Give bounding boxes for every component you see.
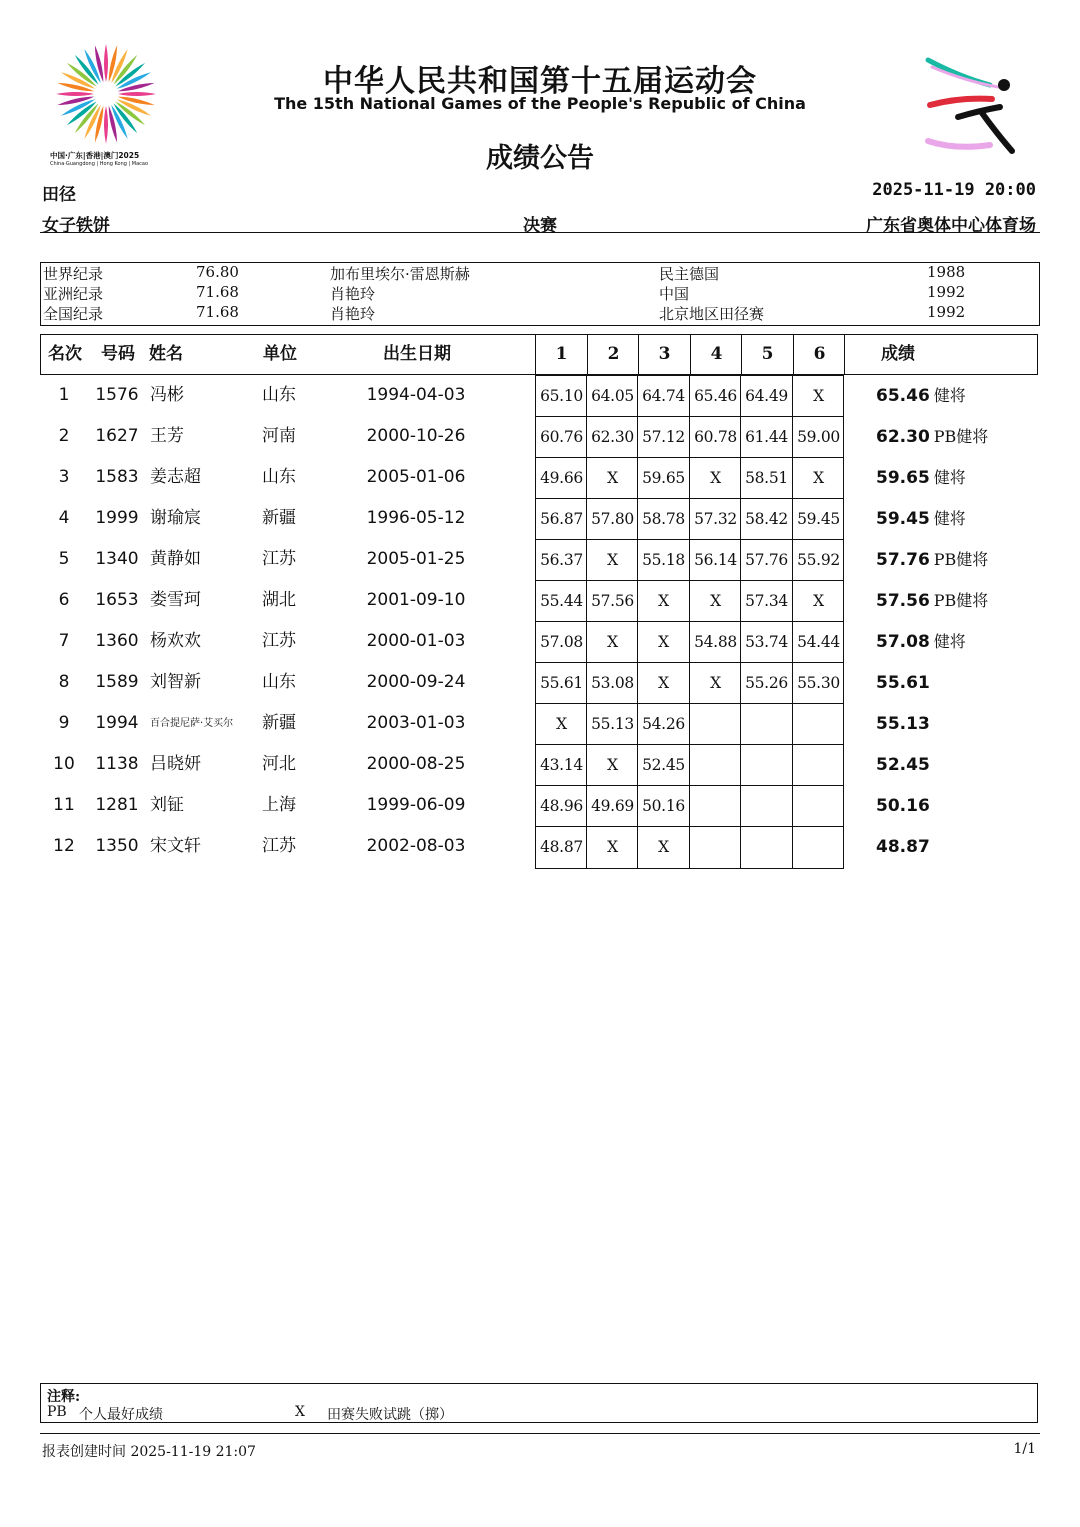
unit-cell: 新疆 — [262, 713, 296, 733]
rank-cell: 10 — [53, 754, 75, 774]
best-cell — [876, 375, 966, 416]
attempt-cell: X — [658, 633, 669, 651]
records-box — [40, 262, 1040, 326]
dob-cell: 1994-04-03 — [366, 385, 466, 405]
attempt-cell: 65.46 — [694, 387, 737, 405]
attempt-cell: 58.78 — [642, 510, 685, 528]
table-row — [40, 785, 1040, 826]
dob-cell: 1996-05-12 — [366, 508, 466, 528]
unit-cell: 江苏 — [262, 631, 296, 651]
attempt-cell: X — [607, 838, 618, 856]
name-cell: 刘智新 — [150, 672, 201, 692]
dob-cell: 2000-09-24 — [366, 672, 466, 692]
record-year: 1992 — [927, 283, 966, 301]
bib-cell: 1360 — [95, 631, 139, 651]
record-value: 76.80 — [196, 263, 239, 281]
attempt-cell: 64.74 — [642, 387, 685, 405]
attempt-cell: 59.65 — [642, 469, 685, 487]
best-cell — [876, 539, 988, 580]
bib-cell: 1340 — [95, 549, 139, 569]
name-cell: 谢瑜宸 — [150, 508, 201, 528]
attempt-cell: X — [813, 387, 824, 405]
unit-cell: 河北 — [262, 754, 296, 774]
best-value: 55.61 — [876, 673, 930, 693]
note-pb-text: 个人最好成绩 — [79, 1407, 163, 1423]
page-number: 1/1 — [1013, 1441, 1036, 1457]
best-cell — [876, 662, 934, 703]
attempt-cell: X — [607, 551, 618, 569]
dob-cell: 2003-01-03 — [366, 713, 466, 733]
rank-cell: 5 — [58, 549, 70, 569]
best-value: 62.30 — [876, 427, 930, 447]
sport-name: 田径 — [42, 185, 76, 205]
table-row — [40, 580, 1040, 621]
col-attempt-6: 6 — [813, 344, 826, 364]
unit-cell: 上海 — [262, 795, 296, 815]
name-cell: 杨欢欢 — [150, 631, 201, 651]
table-row — [40, 826, 1040, 867]
table-row — [40, 457, 1040, 498]
attempt-cell: 49.69 — [591, 797, 634, 815]
name-cell: 黄静如 — [150, 549, 201, 569]
unit-cell: 江苏 — [262, 549, 296, 569]
attempt-cell: 56.37 — [540, 551, 583, 569]
record-holder: 加布里埃尔·雷恩斯赫 — [330, 265, 470, 283]
attempt-cell: 59.45 — [797, 510, 840, 528]
table-row — [40, 416, 1040, 457]
best-cell — [876, 621, 966, 662]
attempt-cell: 60.76 — [540, 428, 583, 446]
qualification-mark: PB健将 — [933, 427, 989, 446]
col-rank: 名次 — [48, 344, 82, 364]
record-type: 亚洲纪录 — [43, 285, 104, 303]
notes-title: 注释: — [47, 1389, 81, 1405]
unit-cell: 山东 — [262, 467, 296, 487]
best-value: 55.13 — [876, 714, 930, 734]
attempt-cell: 57.76 — [745, 551, 788, 569]
attempt-cell: X — [658, 838, 669, 856]
attempt-cell: 55.30 — [797, 674, 840, 692]
attempt-cell: X — [813, 592, 824, 610]
record-country: 北京地区田径赛 — [659, 305, 765, 323]
rank-cell: 2 — [58, 426, 70, 446]
note-pb-code: PB — [47, 1404, 67, 1420]
table-row — [40, 498, 1040, 539]
dob-cell: 2000-01-03 — [366, 631, 466, 651]
attempt-cell: 53.08 — [591, 674, 634, 692]
attempt-cell: 53.74 — [745, 633, 788, 651]
record-row-national — [41, 303, 1039, 323]
attempt-cell: 56.14 — [694, 551, 737, 569]
attempt-cell: X — [710, 469, 721, 487]
name-cell: 百合提尼萨·艾买尔 — [150, 718, 234, 729]
attempt-cell: 55.61 — [540, 674, 583, 692]
unit-cell: 新疆 — [262, 508, 296, 528]
best-cell — [876, 416, 988, 457]
attempt-cell: 54.44 — [797, 633, 840, 651]
bib-cell: 1138 — [95, 754, 139, 774]
attempt-cell: 55.13 — [591, 715, 634, 733]
attempt-cell: 48.96 — [540, 797, 583, 815]
attempt-cell: 54.26 — [642, 715, 685, 733]
bib-cell: 1589 — [95, 672, 139, 692]
bib-cell: 1653 — [95, 590, 139, 610]
bib-cell: 1994 — [95, 713, 139, 733]
attempt-cell: 58.42 — [745, 510, 788, 528]
col-name: 姓名 — [149, 344, 183, 364]
document-title: 成绩公告 — [486, 143, 594, 174]
name-cell: 吕晓妍 — [150, 754, 201, 774]
attempt-cell: 64.05 — [591, 387, 634, 405]
attempt-cell: 56.87 — [540, 510, 583, 528]
best-value: 59.65 — [876, 468, 930, 488]
attempt-cell: 55.26 — [745, 674, 788, 692]
unit-cell: 河南 — [262, 426, 296, 446]
attempt-cell: 50.16 — [642, 797, 685, 815]
note-x-code: X — [295, 1404, 305, 1420]
footer-divider — [40, 1433, 1040, 1434]
best-cell — [876, 744, 934, 785]
rank-cell: 11 — [53, 795, 75, 815]
col-bib: 号码 — [101, 344, 135, 364]
event-phase: 决赛 — [523, 216, 557, 236]
games-title-en: The 15th National Games of the People's Republic of China — [274, 94, 806, 113]
best-cell — [876, 826, 934, 867]
rank-cell: 12 — [53, 836, 75, 856]
qualification-mark: PB健将 — [933, 550, 989, 569]
bib-cell: 1350 — [95, 836, 139, 856]
header-divider — [40, 232, 1040, 233]
col-attempt-2: 2 — [607, 344, 620, 364]
attempt-cell: X — [710, 674, 721, 692]
record-type: 世界纪录 — [43, 265, 104, 283]
best-cell — [876, 498, 966, 539]
attempt-cell: 48.87 — [540, 838, 583, 856]
col-attempt-1: 1 — [555, 344, 568, 364]
note-x-text: 田赛失败试跳（掷） — [327, 1407, 453, 1423]
attempt-cell: 57.08 — [540, 633, 583, 651]
col-attempt-4: 4 — [710, 344, 723, 364]
rank-cell: 6 — [58, 590, 70, 610]
best-value: 57.76 — [876, 550, 930, 570]
attempt-cell: 58.51 — [745, 469, 788, 487]
rank-cell: 7 — [58, 631, 70, 651]
best-cell — [876, 785, 934, 826]
attempt-cell: 57.56 — [591, 592, 634, 610]
attempt-cell: 57.80 — [591, 510, 634, 528]
attempt-cell: 64.49 — [745, 387, 788, 405]
name-cell: 姜志超 — [150, 467, 201, 487]
unit-cell: 湖北 — [262, 590, 296, 610]
bib-cell: 1999 — [95, 508, 139, 528]
attempt-cell: 54.88 — [694, 633, 737, 651]
rank-cell: 9 — [58, 713, 70, 733]
qualification-mark: PB健将 — [933, 591, 989, 610]
dob-cell: 1999-06-09 — [366, 795, 466, 815]
best-value: 59.45 — [876, 509, 930, 529]
attempt-cell: X — [607, 633, 618, 651]
venue-name: 广东省奥体中心体育场 — [866, 216, 1036, 236]
bib-cell: 1627 — [95, 426, 139, 446]
attempt-cell: 62.30 — [591, 428, 634, 446]
games-title-cn: 中华人民共和国第十五届运动会 — [323, 64, 757, 99]
rank-cell: 8 — [58, 672, 70, 692]
best-value: 65.46 — [876, 386, 930, 406]
qualification-mark: 健将 — [933, 386, 966, 405]
attempt-cell: X — [813, 469, 824, 487]
record-value: 71.68 — [196, 283, 239, 301]
record-value: 71.68 — [196, 303, 239, 321]
dob-cell: 2000-10-26 — [366, 426, 466, 446]
event-datetime: 2025-11-19 20:00 — [872, 180, 1036, 200]
unit-cell: 山东 — [262, 672, 296, 692]
attempt-cell: 43.14 — [540, 756, 583, 774]
results-header — [40, 334, 1038, 375]
bib-cell: 1576 — [95, 385, 139, 405]
dob-cell: 2002-08-03 — [366, 836, 466, 856]
rank-cell: 3 — [58, 467, 70, 487]
dob-cell: 2001-09-10 — [366, 590, 466, 610]
report-created-time: 报表创建时间 2025-11-19 21:07 — [42, 1444, 256, 1460]
table-row — [40, 375, 1040, 416]
col-attempt-5: 5 — [761, 344, 774, 364]
record-row-asia — [41, 283, 1039, 303]
rank-cell: 4 — [58, 508, 70, 528]
bib-cell: 1583 — [95, 467, 139, 487]
attempt-cell: 55.92 — [797, 551, 840, 569]
dob-cell: 2000-08-25 — [366, 754, 466, 774]
name-cell: 宋文轩 — [150, 836, 201, 856]
dob-cell: 2005-01-06 — [366, 467, 466, 487]
best-cell — [876, 703, 934, 744]
record-country: 中国 — [659, 285, 690, 303]
attempt-cell: 61.44 — [745, 428, 788, 446]
dob-cell: 2005-01-25 — [366, 549, 466, 569]
name-cell: 冯彬 — [150, 385, 184, 405]
col-attempt-3: 3 — [658, 344, 671, 364]
col-best: 成绩 — [881, 344, 915, 364]
record-holder: 肖艳玲 — [330, 305, 376, 323]
record-year: 1992 — [927, 303, 966, 321]
record-row-world — [41, 263, 1039, 283]
bib-cell: 1281 — [95, 795, 139, 815]
attempt-cell: 57.34 — [745, 592, 788, 610]
table-row — [40, 744, 1040, 785]
col-divider — [844, 335, 845, 374]
attempt-cell: 55.18 — [642, 551, 685, 569]
table-row — [40, 662, 1040, 703]
record-year: 1988 — [927, 263, 966, 281]
best-value: 48.87 — [876, 837, 930, 857]
attempt-cell: 57.32 — [694, 510, 737, 528]
qualification-mark: 健将 — [933, 509, 966, 528]
logo-caption-cn: 中国·广东|香港|澳门2025 — [50, 151, 140, 160]
attempt-cell: 55.44 — [540, 592, 583, 610]
attempt-cell: X — [556, 715, 567, 733]
attempt-cell: X — [607, 469, 618, 487]
best-value: 57.56 — [876, 591, 930, 611]
attempt-cell: X — [607, 756, 618, 774]
table-row — [40, 539, 1040, 580]
qualification-mark: 健将 — [933, 632, 966, 651]
notes-box — [40, 1383, 1038, 1423]
logo-caption-en: China·Guangdong | Hong Kong | Macao — [50, 161, 149, 167]
record-country: 民主德国 — [659, 265, 720, 283]
name-cell: 娄雪珂 — [150, 590, 201, 610]
best-value: 57.08 — [876, 632, 930, 652]
attempt-cell: 49.66 — [540, 469, 583, 487]
attempt-cell: 65.10 — [540, 387, 583, 405]
name-cell: 王芳 — [150, 426, 184, 446]
col-unit: 单位 — [263, 344, 297, 364]
unit-cell: 山东 — [262, 385, 296, 405]
best-value: 52.45 — [876, 755, 930, 775]
qualification-mark: 健将 — [933, 468, 966, 487]
table-row — [40, 621, 1040, 662]
record-holder: 肖艳玲 — [330, 285, 376, 303]
attempt-cell: 59.00 — [797, 428, 840, 446]
name-cell: 刘钲 — [150, 795, 184, 815]
col-dob: 出生日期 — [383, 344, 451, 364]
attempt-cell: X — [710, 592, 721, 610]
attempt-cell: 52.45 — [642, 756, 685, 774]
record-type: 全国纪录 — [43, 305, 104, 323]
attempt-cell: X — [658, 592, 669, 610]
attempt-cell: 60.78 — [694, 428, 737, 446]
table-row — [40, 703, 1040, 744]
attempt-cell: 57.12 — [642, 428, 685, 446]
unit-cell: 江苏 — [262, 836, 296, 856]
rank-cell: 1 — [58, 385, 70, 405]
attempt-cell: X — [658, 674, 669, 692]
best-value: 50.16 — [876, 796, 930, 816]
event-name: 女子铁饼 — [42, 216, 110, 236]
best-cell — [876, 580, 988, 621]
best-cell — [876, 457, 966, 498]
